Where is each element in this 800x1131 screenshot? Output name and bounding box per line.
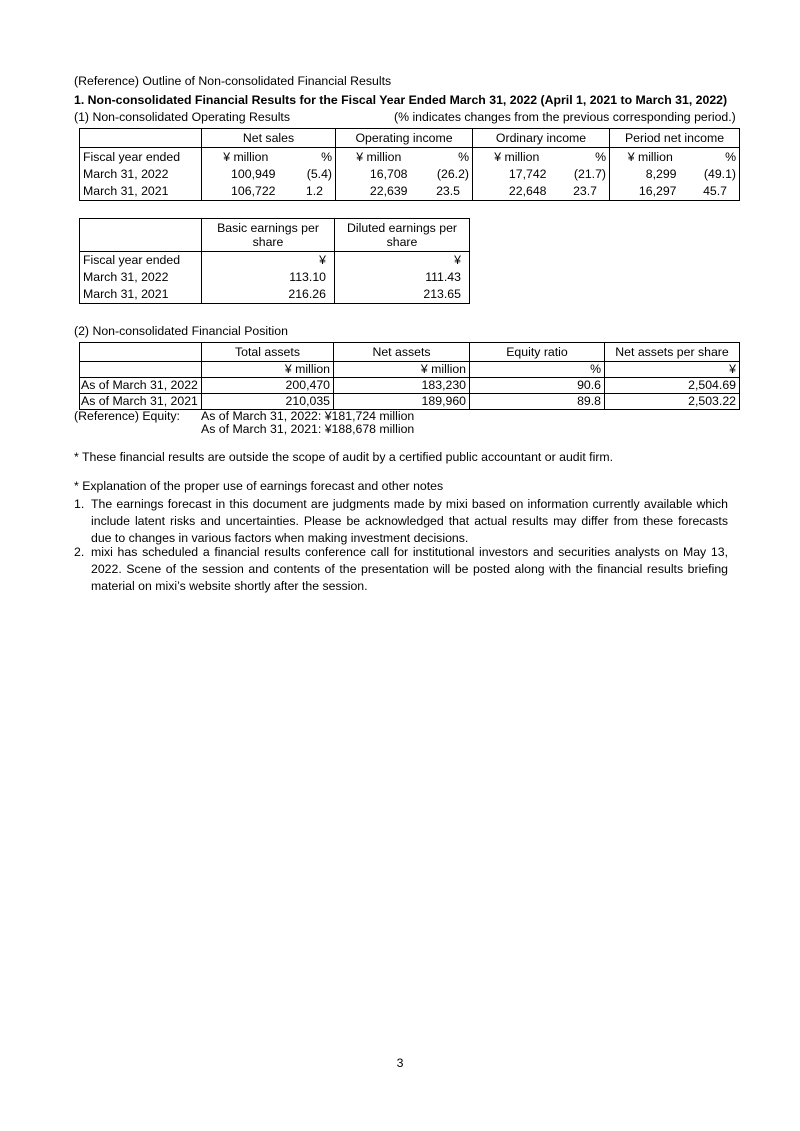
value-cell: 89.8 (470, 394, 605, 410)
equity-reference-2022: As of March 31, 2022: ¥181,724 million (201, 409, 415, 423)
value-cell: 22,648 (473, 183, 561, 201)
value-cell: 23.7 (561, 183, 610, 201)
explanation-title: * Explanation of the proper use of earnings forecast and other notes (74, 479, 444, 493)
row-label: As of March 31, 2022 (80, 378, 202, 394)
unit-cell: % (458, 150, 470, 164)
unit-cell: ¥ million (202, 362, 334, 378)
value-cell: 113.10 (202, 269, 335, 286)
value-cell: 111.43 (335, 269, 470, 286)
unit-cell: ¥ million (610, 148, 691, 167)
unit-cell: ¥ million (334, 362, 470, 378)
unit-cell: % (691, 148, 740, 167)
value-cell: (49.1) (691, 166, 740, 183)
row-label (80, 362, 202, 378)
header-net-assets: Net assets (334, 343, 470, 362)
reference-title: (Reference) Outline of Non-consolidated Financial Results (74, 74, 392, 88)
percent-change-note: (% indicates changes from the previous corresponding period.) (394, 110, 736, 124)
header-equity-ratio: Equity ratio (470, 343, 605, 362)
table-row (80, 252, 470, 270)
note-text: mixi has scheduled a financial results conference call for institutional investors and securities analysts on May 13, 2022. Scene of the session and contents of the presentation will be posted along with the financial results briefing material on mixi’s website shortly after the session. (91, 545, 728, 593)
table-row (80, 183, 740, 201)
value-cell: (5.4) (306, 167, 333, 181)
value-cell: 22,639 (336, 183, 422, 201)
header-operating-income: Operating income (336, 129, 473, 148)
row-label: March 31, 2021 (80, 286, 202, 304)
header-basic-eps: Basic earnings per share (202, 219, 335, 252)
value-cell: 16,708 (336, 166, 422, 183)
note-text: The earnings forecast in this document are judgments made by mixi based on information currently available which include latent risks and uncertainties. Please be acknowledged that actual results may differ from these forecasts due to changes in various factors when making investment decisions. (91, 497, 728, 545)
row-label: March 31, 2022 (80, 269, 202, 286)
table-row (80, 269, 470, 286)
value-cell: 90.6 (470, 378, 605, 394)
unit-cell: ¥ million (336, 148, 422, 167)
table-header-row (80, 219, 470, 252)
value-cell: 2,504.69 (605, 378, 740, 394)
unit-cell: % (321, 150, 333, 164)
header-net-sales: Net sales (202, 129, 336, 148)
unit-cell: % (595, 150, 607, 164)
operating-results-table (79, 128, 740, 201)
page-number: 3 (396, 1056, 404, 1070)
value-cell: 23.5 (422, 183, 473, 201)
row-label: March 31, 2021 (80, 183, 202, 201)
value-cell: 2,503.22 (605, 394, 740, 410)
operating-results-subheading: (1) Non-consolidated Operating Results (74, 110, 290, 124)
value-cell: 216.26 (202, 286, 335, 304)
earnings-per-share-table (79, 218, 470, 304)
row-label: Fiscal year ended (80, 148, 202, 167)
header-ordinary-income: Ordinary income (473, 129, 610, 148)
value-cell: 17,742 (473, 166, 561, 183)
table-row (80, 286, 470, 304)
value-cell: 210,035 (202, 394, 334, 410)
table-row (80, 378, 740, 394)
note-number: 2. (74, 545, 85, 559)
value-cell: (21.7) (573, 167, 607, 181)
value-cell: 1.2 (290, 183, 336, 201)
value-cell: 16,297 (610, 183, 691, 201)
table-row (80, 362, 740, 378)
header-diluted-eps: Diluted earnings per share (335, 219, 470, 252)
financial-position-subheading: (2) Non-consolidated Financial Position (74, 324, 288, 338)
table-row (80, 394, 740, 410)
value-cell: (26.2) (436, 167, 470, 181)
table-row (80, 148, 740, 167)
unit-cell: % (470, 362, 605, 378)
row-label: As of March 31, 2021 (80, 394, 202, 410)
header-period-net-income: Period net income (610, 129, 740, 148)
header-net-assets-per-share: Net assets per share (605, 343, 740, 362)
row-label: March 31, 2022 (80, 166, 202, 183)
equity-reference-label: (Reference) Equity: (74, 409, 180, 423)
row-label: Fiscal year ended (80, 252, 202, 270)
financial-position-table (79, 342, 740, 410)
value-cell: 8,299 (610, 166, 691, 183)
value-cell: 45.7 (691, 183, 740, 201)
header-blank-cell (80, 343, 202, 362)
value-cell: 189,960 (334, 394, 470, 410)
audit-note: * These financial results are outside the scope of audit by a certified public accountant or audit firm. (74, 450, 614, 464)
table-row (80, 166, 740, 183)
equity-reference-2021: As of March 31, 2021: ¥188,678 million (201, 422, 415, 436)
header-blank-cell (80, 219, 202, 252)
unit-cell: ¥ (335, 252, 470, 270)
value-cell: 100,949 (202, 166, 290, 183)
unit-cell: ¥ million (473, 148, 561, 167)
value-cell: 200,470 (202, 378, 334, 394)
header-total-assets: Total assets (202, 343, 334, 362)
section-heading: 1. Non-consolidated Financial Results for the Fiscal Year Ended March 31, 2022 (April 1, 2021 to March 31, 2022) (74, 93, 728, 107)
table-header-row (80, 129, 740, 148)
note-number: 1. (74, 497, 85, 511)
unit-cell: ¥ million (202, 148, 290, 167)
header-blank-cell (80, 129, 202, 148)
unit-cell: ¥ (605, 362, 740, 378)
value-cell: 213.65 (335, 286, 470, 304)
value-cell: 106,722 (202, 183, 290, 201)
unit-cell: ¥ (202, 252, 335, 270)
value-cell: 183,230 (334, 378, 470, 394)
table-header-row (80, 343, 740, 362)
